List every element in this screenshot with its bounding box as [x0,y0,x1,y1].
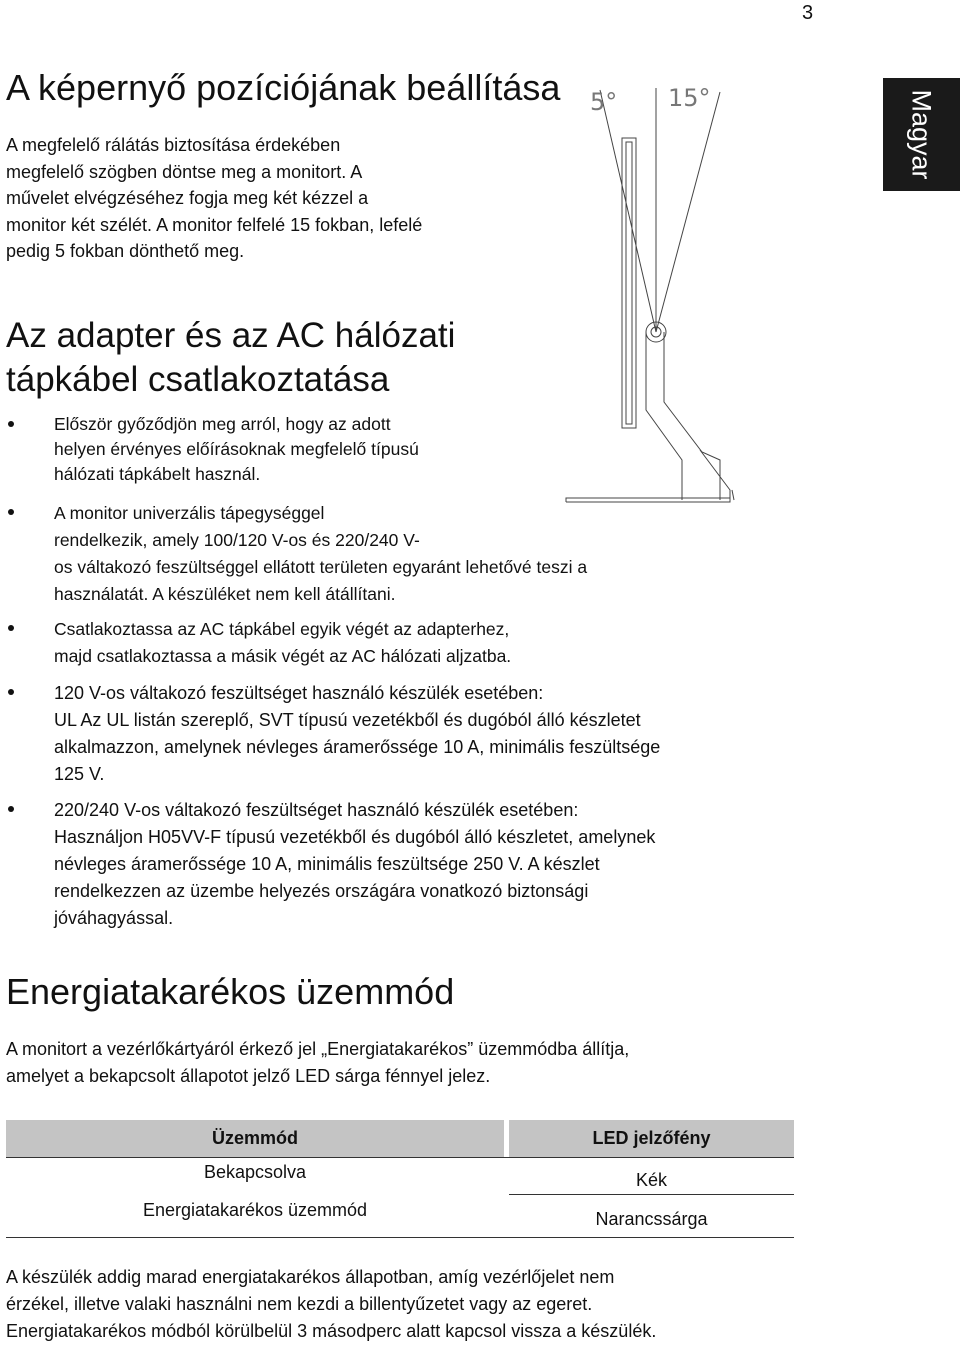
bullet-line: majd csatlakoztassa a másik végét az AC hálózati aljzatba. [54,646,512,666]
table-rule [6,1157,794,1158]
bullet-line: 220/240 V-os váltakozó feszültséget használó készülék esetében: [54,800,579,820]
bullet-line: névleges áramerőssége 10 A, minimális feszültsége 250 V. A készlet [54,854,600,874]
bullet-line: rendelkezik, amely 100/120 V-os és 220/240 V- [54,530,420,550]
bullet-line: helyen érvényes előírásoknak megfelelő típusú [54,439,419,459]
table-cell-mode: Energiatakarékos üzemmód [142,1200,368,1220]
bullet-line: hálózati tápkábelt használ. [54,464,261,484]
bullet-text [54,680,834,788]
table-cell-mode: Bekapcsolva [203,1162,307,1182]
language-tab-label: Magyar [907,89,937,180]
bullet-line: Használjon H05VV-F típusú vezetékből és dugóból álló készletet, amelynek [54,827,656,847]
section-title-power-saving: Energiatakarékos üzemmód [6,971,455,1012]
bullet-line: 120 V-os váltakozó feszültséget használó készülék esetében: [54,683,544,703]
table-header-led: LED jelzőfény [509,1120,794,1157]
bullet-line: jóváhagyással. [54,908,174,928]
bullet-line: rendelkezzen az üzembe helyezés országára vonatkozó biztonsági [54,881,589,901]
language-tab [883,78,960,191]
section-title-line: tápkábel csatlakoztatása [6,360,390,399]
paragraph-line: művelet elvégzéséhez fogja meg két kézzel a [6,188,369,208]
bullet-dot [8,509,14,515]
tilt-down-angle-label: 5° [590,88,618,116]
page-number: 3 [802,2,814,24]
paragraph-line: A készülék addig marad energiatakarékos állapotban, amíg vezérlőjelet nem [6,1267,615,1287]
paragraph-line: amelyet a bekapcsolt állapotot jelző LED sárga fénnyel jelez. [6,1066,491,1086]
led-status-table [6,1120,794,1240]
monitor-tilt-diagram [560,70,750,520]
table-header-mode: Üzemmód [6,1120,504,1157]
table-cell-led: Narancssárga [595,1209,708,1229]
bullet-line: UL Az UL listán szereplő, SVT típusú vezetékből és dugóból álló készletet [54,710,641,730]
table-rule [6,1237,794,1238]
table-cell-led: Kék [635,1170,668,1190]
tilt-up-angle-label: 15° [668,84,711,112]
bullet-line: A monitor univerzális tápegységgel [54,503,325,523]
bullet-text [54,616,734,670]
bullet-line: Csatlakoztassa az AC tápkábel egyik végét az adapterhez, [54,619,510,639]
bullet-dot [8,806,14,812]
power-saving-outro [6,1264,906,1345]
bullet-line: alkalmazzon, amelynek névleges áramerőssége 10 A, minimális feszültsége [54,737,661,757]
section-title-adapter [6,314,455,402]
bullet-dot [8,625,14,631]
bullet-text [54,797,834,932]
bullet-text [54,412,514,487]
bullet-line: használatát. A készüléket nem kell átállítani. [54,584,396,604]
paragraph-line: A megfelelő rálátás biztosítása érdekében [6,135,341,155]
paragraph-line: A monitort a vezérlőkártyáról érkező jel „Energiatakarékos” üzemmódba állítja, [6,1039,630,1059]
paragraph-line: érzékel, illetve valaki használni nem kezdi a billentyűzetet vagy az egeret. [6,1294,593,1314]
position-paragraph [6,132,506,265]
section-title-line: Az adapter és az AC hálózati [6,316,456,355]
paragraph-line: megfelelő szögben döntse meg a monitort. A [6,161,363,182]
bullet-dot [8,421,14,427]
table-rule [509,1194,794,1195]
paragraph-line: Energiatakarékos módból körülbelül 3 másodperc alatt kapcsol vissza a készülék. [6,1321,657,1341]
bullet-dot [8,689,14,695]
section-title-position: A képernyő pozíciójának beállítása [6,67,561,108]
bullet-line: os váltakozó feszültséggel ellátott területen egyaránt lehetővé teszi a [54,557,588,577]
bullet-line: Először győződjön meg arról, hogy az adott [54,414,391,434]
paragraph-line: monitor két szélét. A monitor felfelé 15 fokban, lefelé [6,214,423,235]
power-saving-intro [6,1036,806,1090]
paragraph-line: pedig 5 fokban dönthető meg. [6,241,245,261]
bullet-line: 125 V. [54,764,105,784]
